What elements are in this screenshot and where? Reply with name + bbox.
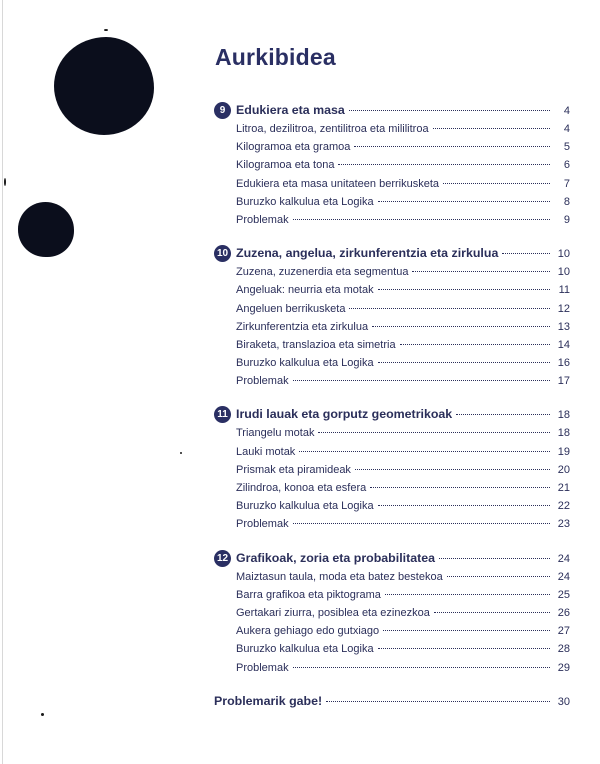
- dot-leader: [349, 308, 550, 309]
- entry-label: Buruzko kalkulua eta Logika: [236, 357, 374, 370]
- speck: [41, 713, 44, 716]
- ink-blot-small: [18, 202, 74, 257]
- dot-leader: [293, 380, 550, 381]
- dot-leader: [293, 219, 550, 220]
- toc-item[interactable]: [214, 120, 570, 138]
- toc-item[interactable]: [214, 300, 570, 318]
- page-number: 13: [557, 320, 570, 333]
- entry-label: Gertakari ziurra, posiblea eta ezinezkoa: [236, 606, 430, 619]
- dot-leader: [378, 201, 550, 202]
- entry-label: Zuzena, zuzenerdia eta segmentua: [236, 266, 409, 279]
- page-number: 14: [557, 338, 570, 351]
- toc-item[interactable]: [214, 138, 570, 156]
- entry-label: Lauki motak: [236, 445, 296, 458]
- entry-label: Biraketa, translazioa eta simetria: [236, 338, 396, 351]
- entry-label: Problemak: [236, 213, 289, 226]
- chapter-section: [214, 404, 570, 533]
- page-number: 28: [557, 643, 570, 656]
- dot-leader: [299, 451, 550, 452]
- dot-leader: [385, 594, 550, 595]
- toc-item[interactable]: [214, 568, 570, 586]
- toc-item[interactable]: [214, 461, 570, 479]
- dot-leader: [370, 487, 550, 488]
- dot-leader: [378, 289, 550, 290]
- dot-leader: [293, 523, 550, 524]
- page-number: 4: [563, 105, 570, 117]
- page-number: 10: [557, 266, 570, 279]
- toc-item[interactable]: [214, 318, 570, 336]
- dot-leader: [378, 362, 550, 363]
- final-heading[interactable]: [214, 691, 570, 711]
- page-number: 6: [563, 159, 570, 172]
- dot-leader: [354, 146, 550, 147]
- toc-item[interactable]: [214, 193, 570, 211]
- page-number: 5: [563, 141, 570, 154]
- chapter-heading[interactable]: [214, 404, 570, 424]
- entry-label: Angeluak: neurria eta motak: [236, 284, 374, 297]
- dot-leader: [326, 701, 550, 702]
- page-number: 8: [563, 195, 570, 208]
- toc-item[interactable]: [214, 497, 570, 515]
- entry-label: Prismak eta piramideak: [236, 463, 351, 476]
- toc-item[interactable]: [214, 586, 570, 604]
- page-number: 12: [557, 302, 570, 315]
- entry-label: Zuzena, angelua, zirkunferentzia eta zirkulua: [236, 246, 499, 261]
- toc-item[interactable]: [214, 640, 570, 658]
- entry-label: Kilogramoa eta gramoa: [236, 141, 351, 154]
- dot-leader: [383, 630, 550, 631]
- dot-leader: [378, 648, 550, 649]
- chapter-heading[interactable]: [214, 243, 570, 263]
- toc-item[interactable]: [214, 156, 570, 174]
- chapter-section: [214, 243, 570, 390]
- chapter-number-badge: 11: [214, 406, 231, 423]
- chapter-number-badge: 9: [214, 102, 231, 119]
- toc-item[interactable]: [214, 281, 570, 299]
- table-of-contents: [214, 100, 570, 711]
- page-number: 9: [563, 213, 570, 226]
- toc-item[interactable]: [214, 354, 570, 372]
- dot-leader: [434, 612, 550, 613]
- page-number: 25: [557, 588, 570, 601]
- entry-label: Kilogramoa eta tona: [236, 159, 335, 172]
- page-number: 29: [557, 661, 570, 674]
- toc-item[interactable]: [214, 175, 570, 193]
- dot-leader: [443, 183, 550, 184]
- dot-leader: [378, 505, 550, 506]
- entry-label: Irudi lauak eta gorputz geometrikoak: [236, 407, 453, 422]
- entry-label: Problemak: [236, 375, 289, 388]
- entry-label: Problemak: [236, 661, 289, 674]
- page-number: 7: [563, 177, 570, 190]
- dot-leader: [349, 110, 550, 111]
- page-number: 18: [557, 427, 570, 440]
- dot-leader: [412, 271, 550, 272]
- dot-leader: [293, 667, 550, 668]
- page-number: 30: [557, 695, 570, 708]
- page-title: Aurkibidea: [215, 44, 336, 70]
- toc-item[interactable]: [214, 263, 570, 281]
- dot-leader: [400, 344, 550, 345]
- dot-leader: [502, 253, 550, 254]
- page-number: 24: [557, 552, 570, 565]
- speck: [104, 29, 108, 31]
- dot-leader: [338, 164, 550, 165]
- toc-item[interactable]: [214, 443, 570, 461]
- entry-label: Barra grafikoa eta piktograma: [236, 588, 381, 601]
- page-number: 23: [557, 518, 570, 531]
- entry-label: Zirkunferentzia eta zirkulua: [236, 320, 369, 333]
- toc-item[interactable]: [214, 515, 570, 533]
- dot-leader: [447, 576, 550, 577]
- chapter-number-badge: 10: [214, 245, 231, 262]
- entry-label: Buruzko kalkulua eta Logika: [236, 500, 374, 513]
- page-number: 11: [558, 284, 570, 297]
- toc-item[interactable]: [214, 424, 570, 442]
- page-number: 10: [557, 248, 570, 261]
- entry-label: Litroa, dezilitroa, zentilitroa eta mililitroa: [236, 123, 429, 135]
- dot-leader: [372, 326, 550, 327]
- entry-label: Angeluen berrikusketa: [236, 302, 346, 315]
- page-number: 16: [557, 357, 570, 370]
- page-number: 21: [557, 482, 570, 494]
- dot-leader: [439, 558, 550, 559]
- entry-label: Aukera gehiago edo gutxiago: [236, 625, 380, 638]
- ink-blot-large: [54, 37, 154, 135]
- dot-leader: [355, 469, 550, 470]
- page-number: 17: [557, 375, 570, 388]
- entry-label: Edukiera eta masa unitateen berrikusketa: [236, 177, 440, 190]
- toc-item[interactable]: [214, 479, 570, 497]
- page-number: 19: [557, 445, 570, 458]
- toc-item[interactable]: [214, 372, 570, 390]
- chapter-section: [214, 548, 570, 677]
- dot-leader: [456, 414, 550, 415]
- toc-item[interactable]: [214, 604, 570, 622]
- page-number: 4: [563, 123, 570, 135]
- page-number: 27: [557, 625, 570, 638]
- page-number: 18: [557, 409, 570, 422]
- entry-label: Edukiera eta masa: [236, 103, 345, 117]
- chapter-number-badge: 12: [214, 550, 231, 567]
- toc-item[interactable]: [214, 659, 570, 677]
- toc-item[interactable]: [214, 336, 570, 354]
- chapter-section: [214, 100, 570, 229]
- entry-label: Problemarik gabe!: [214, 693, 323, 708]
- entry-label: Buruzko kalkulua eta Logika: [236, 195, 374, 208]
- page-number: 26: [557, 606, 570, 619]
- page-number: 24: [557, 570, 570, 583]
- toc-item[interactable]: [214, 211, 570, 229]
- entry-label: Triangelu motak: [236, 427, 315, 440]
- chapter-heading[interactable]: [214, 100, 570, 120]
- dot-leader: [318, 432, 550, 433]
- speck: [180, 452, 182, 454]
- page-number: 22: [557, 500, 570, 513]
- chapter-heading[interactable]: [214, 548, 570, 568]
- toc-item[interactable]: [214, 622, 570, 640]
- scan-edge: [2, 0, 3, 764]
- entry-label: Problemak: [236, 518, 289, 531]
- entry-label: Zilindroa, konoa eta esfera: [236, 482, 367, 494]
- entry-label: Grafikoak, zoria eta probabilitatea: [236, 550, 436, 565]
- dot-leader: [433, 128, 550, 129]
- page-number: 20: [557, 463, 570, 476]
- entry-label: Buruzko kalkulua eta Logika: [236, 643, 374, 656]
- entry-label: Maiztasun taula, moda eta batez bestekoa: [236, 570, 443, 583]
- speck: [4, 178, 6, 186]
